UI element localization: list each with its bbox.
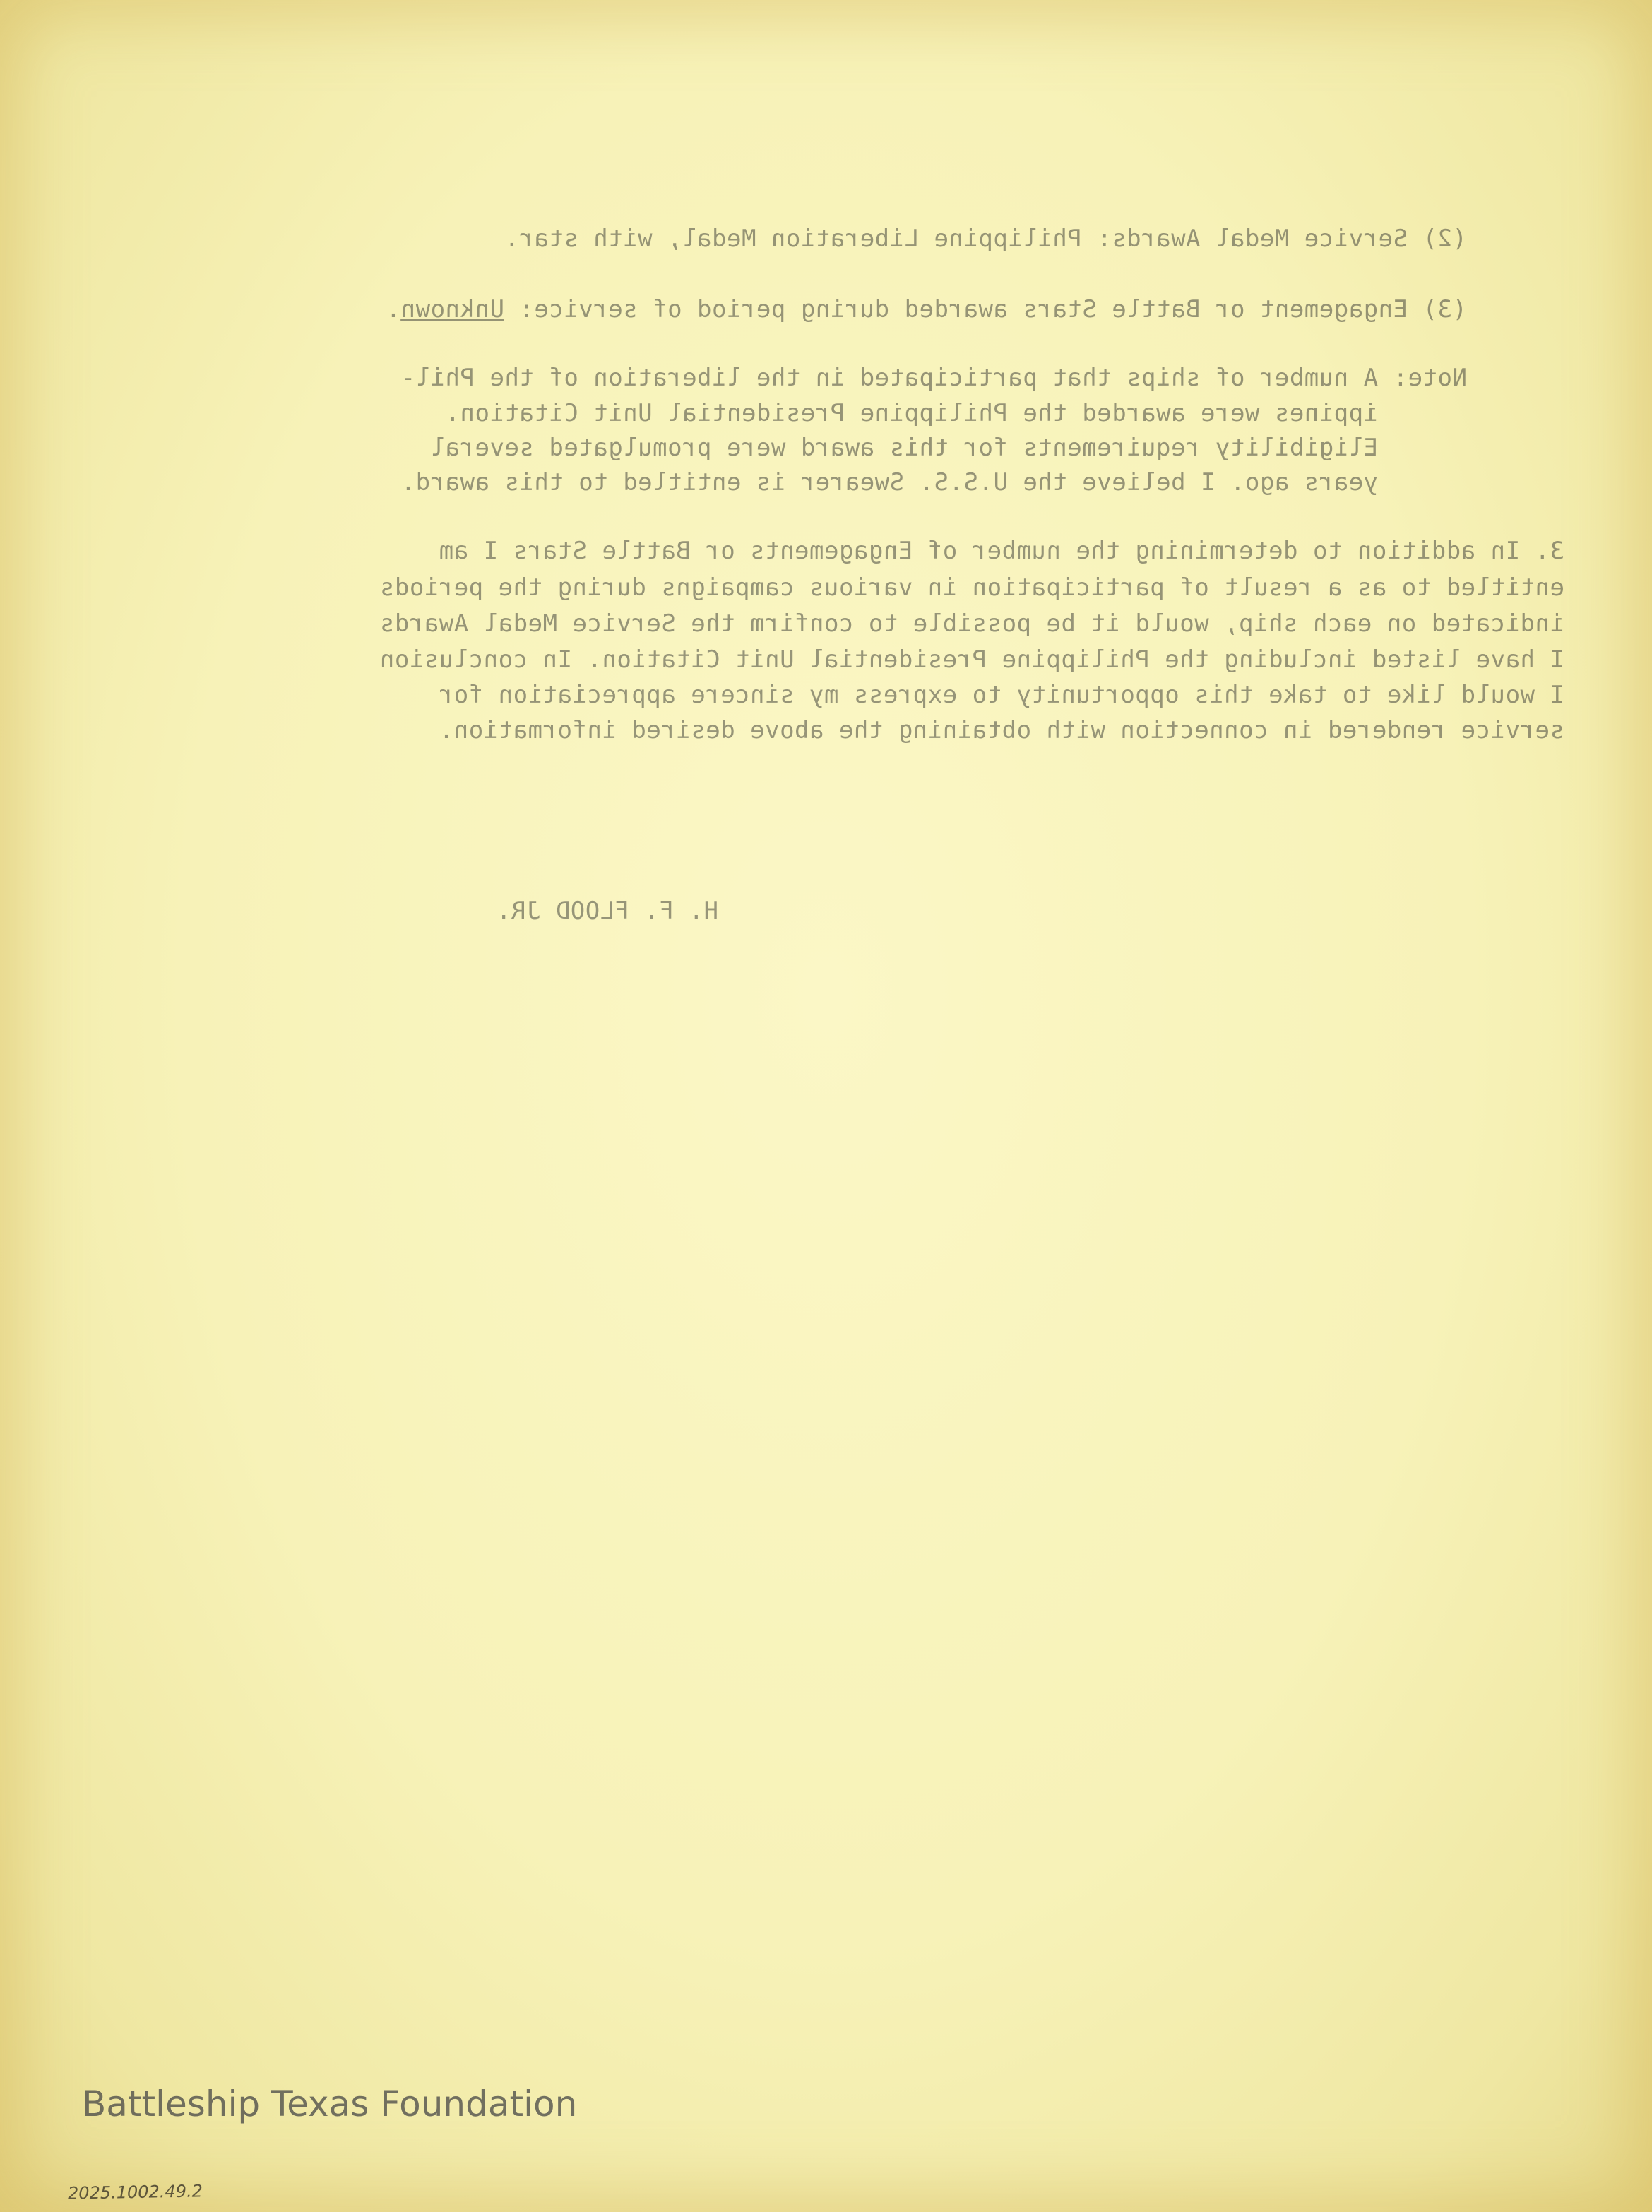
battle-stars-line: (3) Engagement or Battle Stars awarded during period of service: Unknown.: [386, 295, 1467, 323]
paragraph-line: I would like to take this opportunity to express my sincere appreciation for: [439, 681, 1564, 709]
note-line: years ago. I believe the U.S.S. Swearer is entitled to this award.: [400, 468, 1467, 496]
paragraph-line: entitled to as a result of participation in various campaigns during the periods: [379, 573, 1564, 602]
note-line: Eligibility requirements for this award were promulgated several: [430, 434, 1467, 462]
bleed-through-letter: [0, 0, 1652, 989]
signature-line: H. F. FLOOD JR.: [496, 897, 718, 925]
paragraph-line: service rendered in connection with obtaining the above desired information.: [439, 716, 1564, 744]
battle-stars-value: Unknown: [400, 295, 504, 323]
paragraph-line: indicated on each ship, would it be possible to confirm the Service Medal Awards: [379, 610, 1564, 638]
note-line: ippines were awarded the Philippine Presidential Unit Citation.: [445, 399, 1467, 427]
watermark: Battleship Texas Foundation: [82, 2083, 578, 2124]
service-medal-line: (2) Service Medal Awards: Philippine Liberation Medal, with star.: [504, 225, 1467, 253]
accession-number: 2025.1002.49.2: [67, 2181, 203, 2204]
note-line: Note: A number of ships that participated in the liberation of the Phil-: [400, 364, 1467, 392]
paragraph-line: 3. In addition to determining the number of Engagements or Battle Stars I am: [439, 537, 1564, 565]
paragraph-line: I have listed including the Philippine Presidential Unit Citation. In conclusion: [379, 646, 1564, 674]
